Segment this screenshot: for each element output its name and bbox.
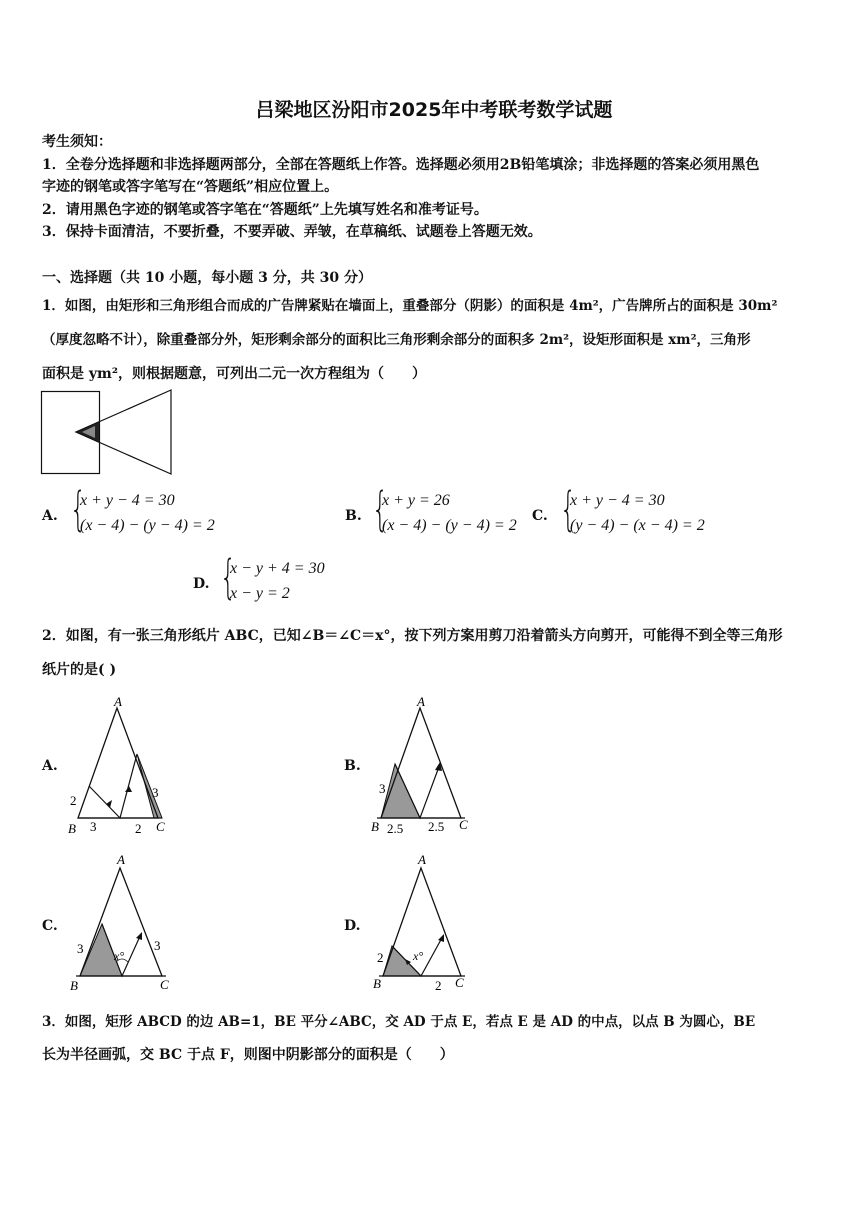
length-label: 3 [90,819,97,834]
notice-heading: 考生须知： [42,134,112,150]
vertex-label-a: A [117,852,125,867]
option-label[interactable]: D. [193,576,210,592]
option-a-equation [70,482,270,542]
length-label: 2.5 [428,819,445,834]
angle-label: x° [114,949,125,963]
vertex-label-b: B [70,978,78,993]
vertex-label-a: A [418,852,426,867]
equation-line: x − y + 4 = 30 [230,560,325,577]
vertex-label-c: C [459,817,468,832]
q2-figure-d [365,852,485,997]
angle-label: x° [413,949,424,963]
equation-line: x + y − 4 = 30 [570,492,665,509]
equation-line: (y − 4) − (x − 4) = 2 [570,517,705,534]
arrow-icon [106,800,112,808]
option-c-equation [560,482,730,542]
q1-line: 面积是 ym²，则根据题意，可列出二元一次方程组为（ ） [42,366,426,382]
brace-icon: { [372,482,389,536]
equation-line: x + y − 4 = 30 [80,492,175,509]
notice-item: 字迹的钢笔或答字笔写在“答题纸”相应位置上。 [42,179,339,195]
equation-line: x + y = 26 [382,492,450,509]
vertex-label-c: C [455,975,464,990]
vertex-label-b: B [371,819,379,834]
length-label: 2.5 [387,821,404,836]
option-label[interactable]: B. [345,508,362,524]
length-label: 3 [154,938,161,953]
option-label[interactable]: B. [344,758,361,774]
equation-line: x − y = 2 [230,585,290,602]
cut-path [89,754,137,818]
length-label: 2 [135,821,142,836]
vertex-label-a: A [114,694,122,709]
length-label: 3 [77,941,84,956]
vertex-label-b: B [68,821,76,836]
brace-icon: { [70,482,87,536]
q3-line: 3．如图，矩形 ABCD 的边 AB=1，BE 平分∠ABC，交 AD 于点 E，若点 E 是 AD 的中点，以点 B 为圆心，BE [42,1014,756,1030]
option-label[interactable]: D. [344,918,361,934]
option-label[interactable]: C. [532,508,548,524]
q2-figure-a [62,694,182,839]
q1-line: （厚度忽略不计），除重叠部分外，矩形剩余部分的面积比三角形剩余部分的面积多 2m²，设矩形面积是 xm²，三角形 [42,332,751,348]
option-label[interactable]: A. [42,758,58,774]
vertex-label-b: B [373,976,381,991]
arrow-icon [125,786,132,792]
arrow-icon [438,934,444,942]
brace-icon: { [560,482,577,536]
page-title: 吕梁地区汾阳市2025年中考联考数学试题 [255,99,613,121]
length-label: 2 [435,978,442,993]
option-label[interactable]: C. [42,918,58,934]
triangle-abc [78,708,158,818]
length-label: 3 [379,781,386,796]
q1-figure [40,388,180,478]
q1-line: 1．如图，由矩形和三角形组合而成的广告牌紧贴在墙面上，重叠部分（阴影）的面积是 4m²，广告牌所占的面积是 30m² [42,298,778,314]
q2-line: 2．如图，有一张三角形纸片 ABC，已知∠B＝∠C＝x°，按下列方案用剪刀沿着箭头方向剪开，可能得不到全等三角形 [42,628,783,644]
q2-figure-c [62,852,182,997]
notice-item: 2．请用黑色字迹的钢笔或答字笔在“答题纸”上先填写姓名和准考证号。 [42,202,488,218]
q2-figure-b [365,694,485,839]
equation-line: (x − 4) − (y − 4) = 2 [80,517,215,534]
q3-line: 长为半径画弧，交 BC 于点 F，则图中阴影部分的面积是（ ） [42,1047,454,1063]
notice-item: 1．全卷分选择题和非选择题两部分，全部在答题纸上作答。选择题必须用2B铅笔填涂；非选择题的答案必须用黑色 [42,157,760,173]
arrow-icon [136,932,142,940]
option-b-equation [372,482,532,542]
length-label: 2 [70,793,77,808]
option-d-equation [220,550,350,610]
length-label: 2 [377,950,384,965]
option-label[interactable]: A. [42,508,58,524]
brace-icon: { [220,550,237,604]
notice-item: 3．保持卡面清洁，不要折叠，不要弄破、弄皱，在草稿纸、试题卷上答题无效。 [42,224,542,240]
vertex-label-a: A [417,694,425,709]
equation-line: (x − 4) − (y − 4) = 2 [382,517,517,534]
vertex-label-c: C [156,819,165,834]
section-heading: 一、选择题（共 10 小题，每小题 3 分，共 30 分） [42,270,372,286]
shaded-triangle [381,764,420,818]
q2-line: 纸片的是( ) [42,662,117,678]
vertex-label-c: C [160,977,169,992]
length-label: 3 [152,785,159,800]
